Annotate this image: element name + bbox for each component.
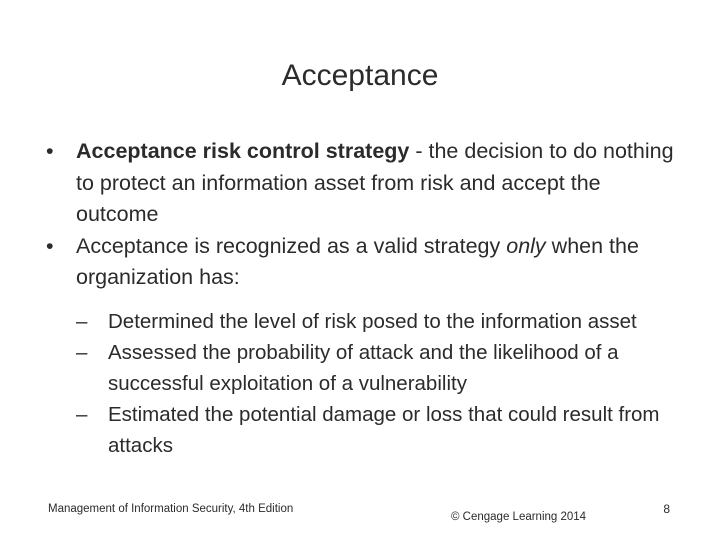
bullet-1-bold-term: Acceptance risk control strategy bbox=[76, 139, 410, 163]
bullet-item-1 bbox=[46, 136, 686, 231]
dash-marker: – bbox=[76, 402, 88, 426]
footer-copyright: © Cengage Learning 2014 bbox=[451, 511, 587, 523]
sub-bullet-3-text: Estimated the potential damage or loss that could result from attacks bbox=[108, 402, 660, 457]
sub-bullet-item-3 bbox=[76, 399, 686, 461]
bullet-item-2 bbox=[46, 231, 686, 294]
sub-bullet-list bbox=[46, 306, 686, 461]
dash-marker: – bbox=[76, 309, 88, 333]
bullet-1-text: - the decision to do nothing to protect an information asset from risk and accept the outcome bbox=[76, 139, 674, 226]
slide-title: Acceptance bbox=[281, 59, 439, 92]
sub-bullet-item-1 bbox=[76, 306, 686, 337]
dash-marker: – bbox=[76, 340, 88, 364]
bullet-2-emphasis: only bbox=[506, 233, 546, 258]
footer-book-title: Management of Information Security, 4th Edition bbox=[48, 503, 294, 515]
bullet-list bbox=[46, 136, 686, 461]
page-number: 8 bbox=[663, 502, 670, 516]
sub-bullet-item-2 bbox=[76, 337, 686, 399]
sub-bullet-2-text: Assessed the probability of attack and the likelihood of a successful exploitation of a vulnerability bbox=[108, 340, 619, 395]
bullet-2-text-after: when the organization has: bbox=[76, 233, 639, 289]
bullet-2-text-before: Acceptance is recognized as a valid strategy bbox=[76, 233, 507, 258]
sub-bullet-1-text: Determined the level of risk posed to the information asset bbox=[108, 309, 637, 333]
bullet-marker: • bbox=[46, 139, 54, 163]
bullet-marker: • bbox=[46, 233, 54, 258]
